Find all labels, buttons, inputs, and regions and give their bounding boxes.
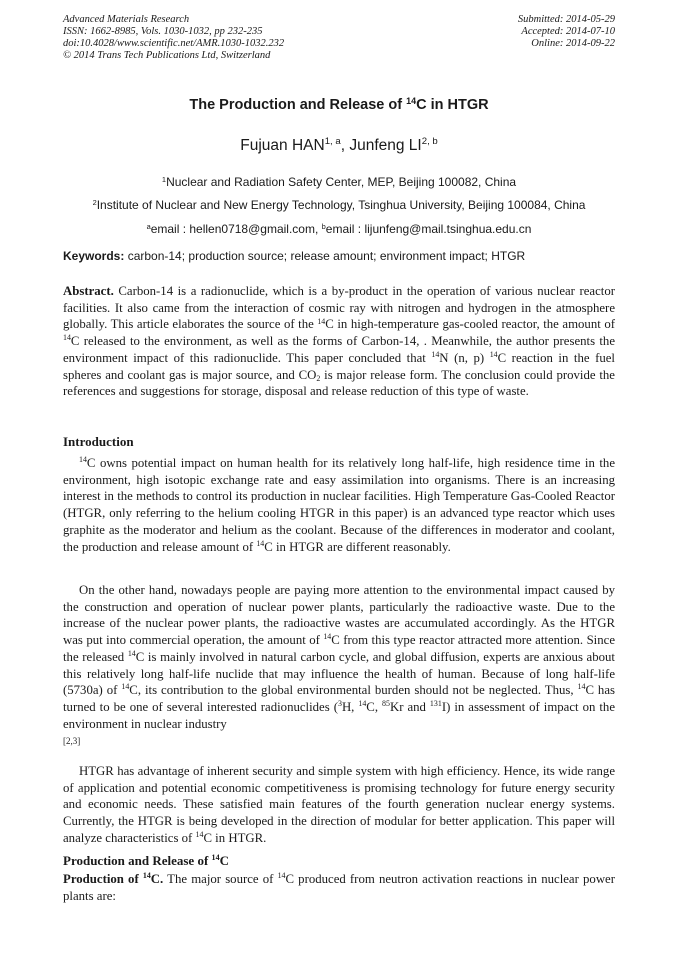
- superscript: 85: [382, 699, 390, 709]
- text-run: C released to the environment, as well as the forms of Carbon-14, . Meanwhile, the author presents the environment impact of this radionuclide. This paper concluded that: [63, 334, 615, 365]
- author-mark: 2, b: [421, 136, 438, 148]
- accepted-date: Accepted: 2014-07-10: [521, 26, 615, 37]
- dates-header: [355, 14, 615, 50]
- affiliation-text: Institute of Nuclear and New Energy Technology, Tsinghua University, Beijing 100084, China: [96, 198, 586, 212]
- superscript: 14: [211, 853, 220, 863]
- text-run: C.: [150, 872, 164, 886]
- superscript: 131: [429, 699, 442, 709]
- journal-name: Advanced Materials Research: [63, 14, 190, 25]
- author-separator: ,: [340, 137, 350, 154]
- copyright-line: © 2014 Trans Tech Publications Ltd, Switzerland: [63, 50, 271, 61]
- subscript: 2: [316, 373, 321, 383]
- superscript: 14: [317, 316, 326, 326]
- text-run: C owns potential impact on human health for its relatively long half-life, high residence time in the environment, high isotopic exchange rate and easy assimilation into organisms. There is an increasing interest in the methods to control its production in nuclear facilities. High Temperature Gas-Cooled Reactor (HTGR, only referring to the helium cooling HTGR in this paper) is an advanced type reactor which uses graphite as the moderator and helium as the coolant. Because of the differences in moderator and coolant, the production and release amount of: [63, 456, 615, 554]
- online-date: Online: 2014-09-22: [531, 38, 615, 49]
- text-run: C in high-temperature gas-cooled reactor, the amount of: [325, 317, 615, 332]
- text-run: The major source of: [163, 872, 278, 886]
- text-run: C has turned to be one of several interested radionuclides (: [63, 683, 615, 714]
- superscript: 14: [323, 632, 332, 642]
- text-run: HTGR has advantage of inherent security and simple system with high efficiency. Hence, its wide range of application and potential economic competitiveness is promising technology for future energy security and economic needs. These satisfied main features of the fourth generation nuclear energy systems. Currently, the HTGR is being developed in the direction of modular for better application. This paper will analyze characteristics of: [63, 764, 615, 845]
- title-text-end: C in HTGR: [416, 97, 489, 113]
- superscript: 14: [79, 455, 87, 465]
- affiliation-mark: 1: [161, 174, 167, 184]
- text-run: Carbon-14 is a radionuclide, which is a by-product in the operation of various nuclear reactor facilities. It also came from the interaction of cosmic ray with nitrogen and hydrogen in the atmosphere globally. This article elaborates the source of the: [63, 284, 615, 332]
- production-paragraph: [63, 871, 615, 904]
- superscript: 14: [358, 699, 367, 709]
- text-run: H,: [341, 699, 359, 714]
- email-text[interactable]: email : hellen0718@gmail.com,: [150, 222, 322, 236]
- email-mark: b: [321, 221, 326, 231]
- superscript: 14: [489, 350, 498, 360]
- text-run: C reaction in the fuel spheres and coolant gas is major source, and CO: [63, 350, 615, 382]
- affiliation-mark: 2: [92, 197, 97, 207]
- superscript: 14: [277, 871, 286, 881]
- text-run: C: [219, 853, 229, 868]
- superscript: 14: [431, 350, 440, 360]
- keywords-line: [63, 249, 615, 263]
- text-run: C in HTGR.: [203, 830, 267, 845]
- author-name: Junfeng LI: [349, 137, 422, 154]
- superscript: 14: [577, 682, 586, 692]
- author-line: [0, 137, 678, 155]
- text-run: is major release form. The conclusion could provide the references and suggestions for storage, disposal and release reduction of this type of waste.: [63, 367, 615, 399]
- text-run: Production of: [63, 872, 143, 886]
- text-run: C,: [366, 699, 383, 714]
- intro-paragraph-3: [63, 763, 615, 847]
- intro-paragraph-1: [63, 455, 615, 555]
- affiliation-2: [0, 198, 678, 212]
- superscript: 14: [127, 649, 136, 659]
- email-mark: a: [146, 221, 151, 231]
- keywords-label: Keywords:: [63, 249, 125, 263]
- production-subheading: [63, 872, 163, 886]
- keywords-text: carbon-14; production source; release amount; environment impact; HTGR: [124, 249, 526, 263]
- email-text[interactable]: email : lijunfeng@mail.tsinghua.edu.cn: [325, 222, 532, 236]
- superscript: 14: [195, 830, 204, 840]
- superscript: 14: [142, 871, 151, 881]
- email-line: [0, 222, 678, 236]
- author-mark: 1, a: [324, 136, 341, 148]
- issn-line: ISSN: 1662-8985, Vols. 1030-1032, pp 232-235: [63, 26, 263, 37]
- intro-paragraph-2: [63, 582, 615, 750]
- abstract-paragraph: [63, 283, 615, 400]
- text-run: Production and Release of: [63, 853, 212, 868]
- affiliation-1: [0, 175, 678, 189]
- superscript: 14: [256, 538, 265, 548]
- title-superscript: 14: [406, 95, 417, 106]
- superscript: 14: [121, 682, 130, 692]
- superscript: 14: [63, 333, 71, 343]
- submitted-date: Submitted: 2014-05-29: [517, 14, 615, 25]
- text-run: C from this type reactor attracted more attention. Since the released: [63, 633, 615, 664]
- text-run: C in HTGR are different reasonably.: [264, 539, 451, 554]
- text-run: C, its contribution to the global environmental burden should not be neglected. Thus,: [129, 683, 578, 698]
- title-text: The Production and Release of: [189, 97, 407, 113]
- production-heading: [63, 853, 229, 869]
- text-run: N (n, p): [439, 350, 490, 365]
- text-run: Kr and: [389, 699, 430, 714]
- author-name: Fujuan HAN: [240, 137, 325, 154]
- abstract-label: Abstract.: [63, 284, 114, 298]
- doi-link[interactable]: doi:10.4028/www.scientific.net/AMR.1030-1032.232: [63, 38, 285, 49]
- journal-header: [63, 14, 363, 62]
- superscript: 3: [337, 699, 342, 709]
- text-run: I) in assessment of impact on the environment in nuclear industry: [63, 699, 616, 731]
- introduction-heading: Introduction: [63, 434, 134, 449]
- text-run: C produced from neutron activation reactions in nuclear power plants are:: [63, 872, 615, 903]
- paper-title: [0, 97, 678, 113]
- text-run: C is mainly involved in natural carbon cycle, and global diffusion, experts are anxious about this relatively long half-life nuclide that may influence the health of human. Because of long half-life (5730a) of: [63, 649, 615, 698]
- affiliation-text: Nuclear and Radiation Safety Center, MEP, Beijing 100082, China: [166, 175, 517, 189]
- text-run: On the other hand, nowadays people are paying more attention to the environmental impact caused by the construction and operation of nuclear power plants, particularly the radioactive waste. Due to the increase of the nuclear power plants, the radioactive wastes are accumulated accordingly. As the HTGR was put into commercial operation, the amount of: [63, 583, 615, 648]
- citation[interactable]: [2,3]: [63, 736, 81, 747]
